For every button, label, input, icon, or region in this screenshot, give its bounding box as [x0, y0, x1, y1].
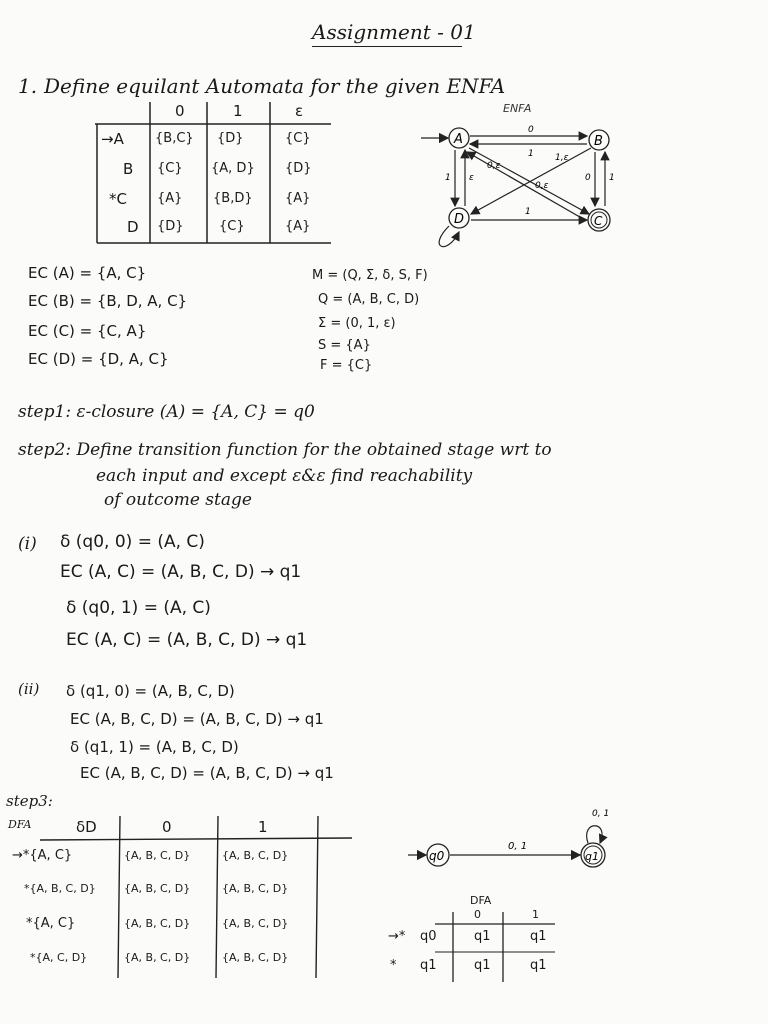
dfa-table-title: DFA: [470, 894, 492, 907]
dfa-subset-cell: {A, B, C, D}: [124, 951, 191, 964]
part-i-line: EC (A, C) = (A, B, C, D) → q1: [66, 630, 308, 650]
tuple-s: S = {A}: [318, 338, 371, 353]
dfa-subset-state: *{A, C, D}: [30, 951, 88, 964]
part-i-line: δ (q0, 1) = (A, C): [66, 598, 211, 618]
dfa-table-header: 1: [532, 908, 539, 921]
enfa-cell: {C}: [219, 219, 245, 234]
edge-label: 0: [528, 125, 534, 135]
step2-line2: each input and except ε&ε find reachability: [96, 466, 473, 486]
tuple-f: F = {C}: [320, 358, 373, 373]
enfa-state: D: [127, 218, 139, 236]
dfa-diagram: [400, 800, 640, 880]
dfa-state-q1-label: q1: [585, 850, 599, 863]
dfa-table-cell: q1: [530, 958, 547, 973]
enfa-state: B: [123, 160, 134, 178]
enfa-cell: {D}: [157, 219, 184, 234]
dfa-table-cell: q1: [474, 929, 491, 944]
enfa-cell: {C}: [285, 131, 311, 146]
dfa-table-state: q1: [420, 958, 437, 973]
edge-label: 1,ε: [555, 153, 569, 163]
enfa-cell: {A}: [285, 191, 311, 206]
part-ii-line: EC (A, B, C, D) = (A, B, C, D) → q1: [70, 710, 324, 728]
dfa-subset-cell: {A, B, C, D}: [222, 951, 289, 964]
enfa-col-eps: ε: [295, 102, 304, 120]
edge-label: 0: [585, 173, 591, 183]
edge-label: 1: [445, 173, 451, 183]
dfa-subset-cell: {A, B, C, D}: [222, 849, 289, 862]
closure-b: EC (B) = {B, D, A, C}: [28, 292, 188, 310]
question-number: 1.: [18, 74, 38, 98]
dfa-loop-label: 0, 1: [592, 809, 610, 819]
enfa-cell: {C}: [157, 161, 183, 176]
tuple-q: Q = (A, B, C, D): [318, 292, 420, 307]
dfa-subset-state: *{A, C}: [26, 916, 76, 931]
page-title: Assignment - 01: [312, 20, 476, 44]
part-ii-line: δ (q1, 0) = (A, B, C, D): [66, 682, 235, 700]
part-i-line: EC (A, C) = (A, B, C, D) → q1: [60, 562, 302, 582]
enfa-col-1: 1: [233, 102, 243, 120]
dfa-subset-cell: {A, B, C, D}: [124, 849, 191, 862]
dfa-subset-header: 0: [162, 818, 172, 836]
dfa-loop-q1: [587, 826, 602, 843]
enfa-state: →A: [101, 130, 124, 148]
enfa-cell: {D}: [285, 161, 312, 176]
enfa-cell: {A}: [285, 219, 311, 234]
enfa-col-0: 0: [175, 102, 185, 120]
tuple-m: M = (Q, Σ, δ, S, F): [312, 268, 428, 283]
dfa-subset-cell: {A, B, C, D}: [222, 917, 289, 930]
edge-label: 1: [609, 173, 615, 183]
enfa-cell: {B,D}: [213, 191, 253, 206]
dfa-table-mark: *: [390, 958, 397, 973]
enfa-diagram: [415, 98, 645, 258]
dfa-table-mark: →*: [388, 929, 406, 944]
step3-sub: DFA: [8, 818, 32, 831]
step1: step1: ε-closure (A) = {A, C} = q0: [18, 402, 315, 422]
enfa-cell: {A}: [157, 191, 183, 206]
state-c-label: C: [594, 214, 603, 228]
dfa-subset-grid: [40, 812, 360, 982]
step3-label: step3:: [6, 792, 53, 810]
dfa-subset-cell: {A, B, C, D}: [124, 917, 191, 930]
part-ii-line: EC (A, B, C, D) = (A, B, C, D) → q1: [80, 764, 334, 782]
step2-line3: of outcome stage: [104, 490, 252, 510]
state-a-label: A: [454, 132, 463, 147]
state-b-label: B: [594, 134, 603, 149]
edge-label: 0,ε: [487, 161, 501, 171]
dfa-table-cell: q1: [530, 929, 547, 944]
edge-label: ε: [469, 173, 474, 183]
dfa-subset-header: 1: [258, 818, 268, 836]
closure-a: EC (A) = {A, C}: [28, 264, 147, 282]
dfa-state-q0-label: q0: [429, 849, 445, 863]
part-ii-line: δ (q1, 1) = (A, B, C, D): [70, 738, 239, 756]
edge-label: 1: [528, 149, 534, 159]
part-i-label: (i): [18, 534, 37, 554]
loop-d: [439, 226, 459, 247]
dfa-subset-cell: {A, B, C, D}: [222, 882, 289, 895]
enfa-state: *C: [109, 190, 127, 208]
closure-c: EC (C) = {C, A}: [28, 322, 147, 340]
title-underline: [312, 46, 462, 47]
part-ii-label: (ii): [18, 680, 40, 698]
part-i-line: δ (q0, 0) = (A, C): [60, 532, 205, 552]
state-d-label: D: [454, 212, 465, 227]
dfa-subset-state: *{A, B, C, D}: [24, 882, 96, 895]
enfa-cell: {D}: [217, 131, 244, 146]
dfa-edge-label: 0, 1: [508, 841, 528, 852]
step2-line1: step2: Define transition function for the obtained stage wrt to: [18, 440, 552, 460]
tuple-sigma: Σ = (0, 1, ε): [318, 316, 396, 331]
closure-d: EC (D) = {D, A, C}: [28, 350, 169, 368]
enfa-cell: {A, D}: [211, 161, 255, 176]
edge-label: 1: [525, 207, 531, 217]
dfa-subset-cell: {A, B, C, D}: [124, 882, 191, 895]
question-heading: Define equilant Automata for the given ENFA: [44, 74, 506, 98]
dfa-subset-state: →*{A, C}: [12, 848, 73, 863]
edge-label: 0,ε: [535, 181, 549, 191]
enfa-cell: {B,C}: [155, 131, 194, 146]
dfa-table-cell: q1: [474, 958, 491, 973]
dfa-table-header: 0: [474, 908, 481, 921]
enfa-label: ENFA: [503, 102, 532, 115]
dfa-table-state: q0: [420, 929, 437, 944]
dfa-subset-header: δD: [76, 818, 97, 836]
